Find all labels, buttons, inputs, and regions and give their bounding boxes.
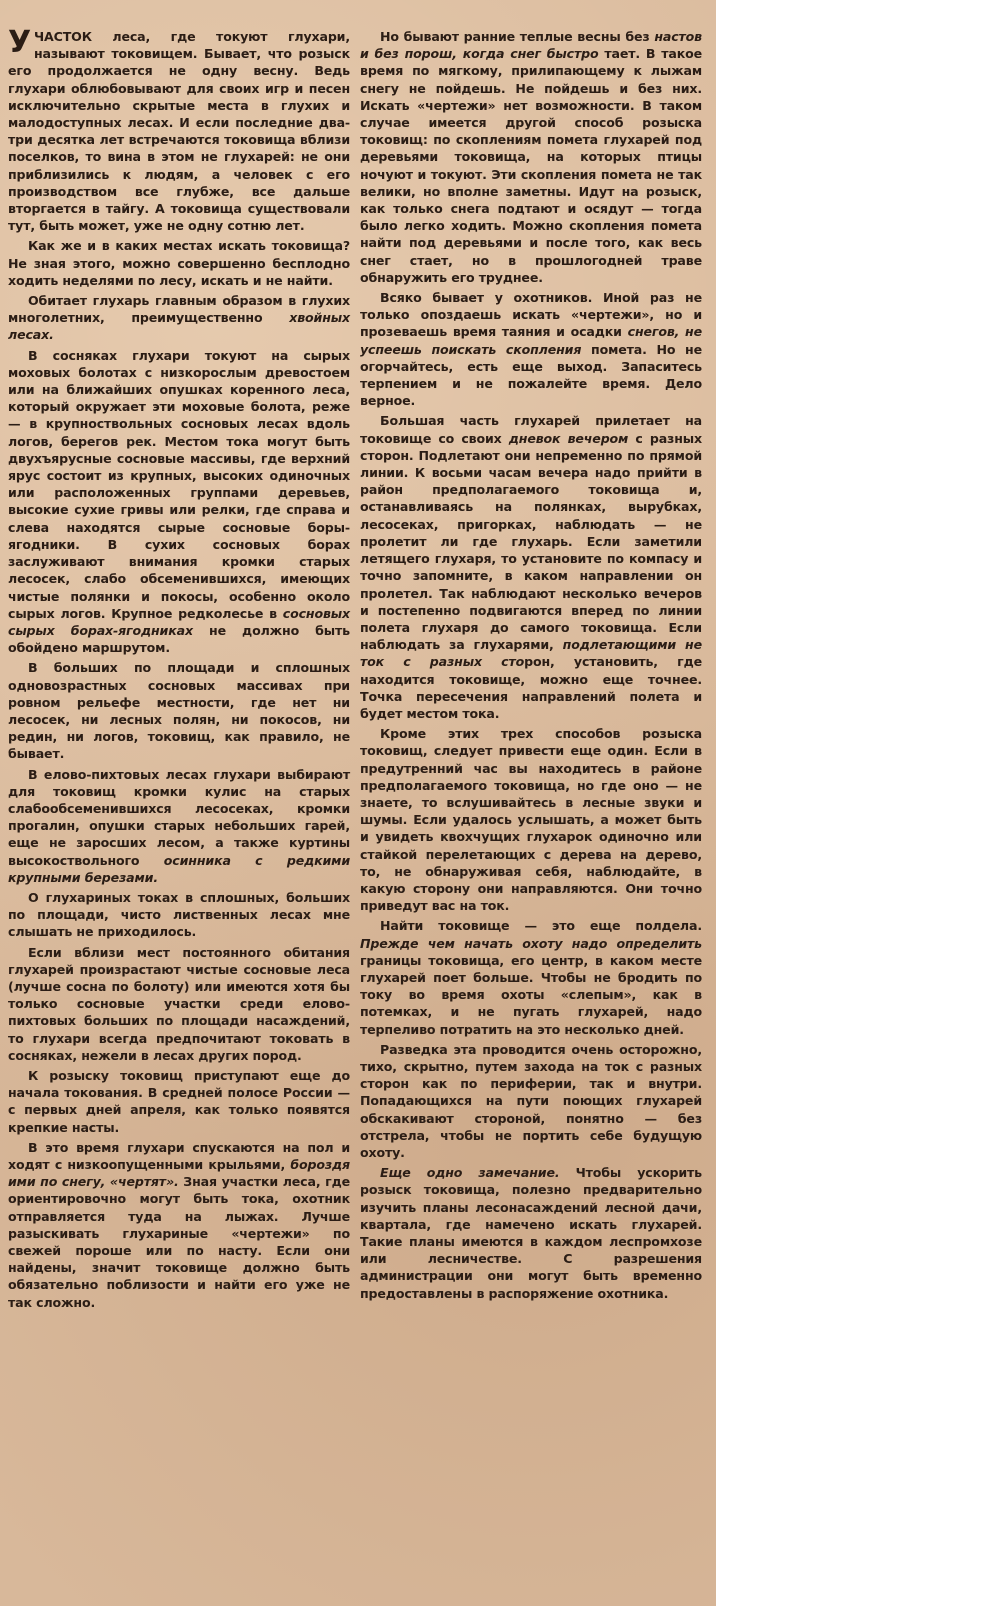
paragraph-text: тает. В такое время по мягкому, прилипающему к лыжам снегу не пойдешь. Не пойдешь и без них. Искать «чертежи» нет возможности. В таком случае имеется другой способ розыска токовищ: по скоплениям помета глухарей под деревьями токовища, на которых птицы ночуют и токуют. Эти скопления помета не так велики, но вполне заметны. Идут на розыск, как только снега подтают и осядут — тогда было легко ходить. Можно скопления помета найти под деревьями и после того, как весь снег стает, но в прошлогодней траве обнаружить его труднее. [360, 46, 702, 285]
article-columns [8, 25, 702, 1314]
article-paragraph [360, 917, 702, 1037]
emphasis-text: Прежде чем начать охоту надо определить [360, 935, 702, 951]
article-paragraph: Разведка эта проводится очень осторожно, тихо, скрытно, путем захода на ток с разных сторон как по периферии, так и внутри. Попадающихся на пути поющих глухарей обскакивают стороной, понятно — без отстрела, чтобы не портить себе будущую охоту. [360, 1041, 702, 1160]
drop-cap: У [8, 25, 31, 60]
paragraph-text: Большая часть глухарей прилетает на токовище со своих [360, 413, 702, 446]
article-paragraph [8, 25, 350, 234]
paragraph-text: Найти токовище — это еще полдела. [380, 918, 702, 934]
article-paragraph [8, 766, 350, 886]
paragraph-text: Обитает глухарь главным образом в глухих многолетних, преимущественно [8, 293, 350, 326]
emphasis-text: подлетающими не ток с разных сто [360, 637, 702, 670]
article-paragraph [360, 1164, 702, 1302]
article-paragraph [8, 1139, 350, 1311]
emphasis-text: бороздя ими по снегу, «чертят». [8, 1157, 350, 1190]
paragraph-text: Чтобы ускорить розыск токовища, полезно предварительно изучить планы лесонасаждений лесной дачи, квартала, где намечено искать глухарей. Такие планы имеются в каждом леспромхозе или лесничестве. С разрешения администрации они могут быть временно предоставлены в распоряжение охотника. [360, 1165, 702, 1301]
paragraph-text: В это время глухари спускаются на пол и ходят с низкоопущенными крыльями, [8, 1139, 350, 1172]
article-column-right [360, 28, 702, 1314]
article-paragraph [8, 347, 350, 657]
article-paragraph [360, 289, 702, 409]
article-paragraph [360, 412, 702, 722]
article-paragraph: В больших по площади и сплошных одновозрастных сосновых массивах при ровном рельефе местности, где нет ни лесосек, ни лесных полян, ни покосов, ни редин, ни логов, токовищ, как правило, не бывает. [8, 660, 350, 762]
paragraph-text: Зная участки леса, где ориентировочно могут быть тока, охотник отправляется туда на лыжах. Лучше разыскивать глухариные «чертежи» по свежей пороше или по насту. Если они найдены, значит токовище должно быть обязательно поблизости и найти его уже не так сложно. [8, 1174, 350, 1310]
paragraph-text: помета. Но не огорчайтесь, есть еще выход. Запаситесь терпением и не пожалейте время. Дело верное. [360, 341, 702, 409]
paragraph-text: рон, установить, где находится токовище, можно еще точнее. Точка пересечения направлений полета и будет местом тока. [360, 654, 702, 721]
article-paragraph: Кроме этих трех способов розыска токовищ, следует привести еще один. Если в предутренний час вы находитесь в районе предполагаемого токовища, но где оно — не знаете, то вслушивайтесь в лесные звуки и шумы. Если удалось услышать, а может быть и увидеть квохчущих глухарок одиночно или стайкой перелетающих с дерева на дерево, то, не обнаруживая себя, наблюдайте, в какую сторону они направляются. Они точно приведут вас на ток. [360, 726, 702, 914]
emphasis-text: хвойных лесах. [8, 310, 350, 343]
paragraph-text: Но бывают ранние теплые весны без [380, 29, 650, 44]
article-paragraph: К розыску токовищ приступают еще до начала токования. В средней полосе России — с первых дней апреля, как только появятся крепкие насты. [8, 1067, 350, 1135]
paragraph-text: В сосняках глухари токуют на сырых моховых болотах с низкорослым древостоем или на ближайших опушках коренного леса, который окружает эти моховые болота, реже — в крупноствольных сосновых лесах вдоль логов, берегов рек. Местом тока могут быть двухъярусные сосновые массивы, где верхний ярус состоит из крупных, высоких одиночных или расположенных группами деревьев, высокие сухие гривы или релки, где справа и слева находятся сырые сосновые боры-ягодники. В сухих сосновых борах заслуживают внимания кромки старых лесосек, слабо обсеменившихся, имеющих чистые полянки и покосы, особенно около сырых логов. Крупное редколесье в [8, 347, 350, 621]
article-column-left [8, 25, 350, 1314]
article-paragraph [360, 28, 702, 286]
article-paragraph: О глухариных токах в сплошных, больших по площади, чисто лиственных лесах мне слышать не приходилось. [8, 889, 350, 940]
paragraph-text: ЧАСТОК леса, где токуют глухари, называют токовищем. Бывает, что розыск его продолжается не одну весну. Ведь глухари облюбовывают для своих игр и песен исключительно скрытые места в глухих и малодоступных лесах. И если последние два-три десятка лет встречаются токовища вблизи поселков, то вина в этом не глухарей: не они приблизились к людям, а человек с его производством все глубже, все дальше вторгается в тайгу. А токовища существовали тут, быть может, уже не одну сотню лет. [8, 29, 350, 234]
emphasis-text: настов и без порош, когда снег быстро [360, 29, 702, 62]
paragraph-text: не должно быть обойдено маршрутом. [8, 622, 350, 656]
paragraph-text: границы токовища, его центр, в каком месте глухарей поет больше. Чтобы не бродить по току во время охоты «слепым», как в потемках, и не пугать глухарей, надо терпеливо потратить на это несколько дней. [360, 952, 702, 1037]
paragraph-text: с разных сторон. Подлетают они непременно по прямой линии. К восьми часам вечера надо прийти в район предполагаемого токовища и, останавливаясь на полянках, вырубках, лесосеках, пригорках, наблюдать — не пролетит ли где глухарь. Если заметили летящего глухаря, то установите по компасу и точно запомните, в каком направлении он пролетел. Так наблюдают несколько вечеров и постепенно подвигаются вперед по линии полета глухаря до самого токовища. Если наблюдать за глухарями, [360, 430, 702, 653]
article-paragraph: Как же и в каких местах искать токовища? Не зная этого, можно совершенно бесплодно ходить неделями по лесу, искать и не найти. [8, 238, 350, 288]
emphasis-text: снегов, не успеешь поискать скопления [360, 324, 702, 357]
emphasis-text: сосновых сырых борах-ягодниках [8, 605, 350, 638]
paragraph-text: Всяко бывает у охотников. Иной раз не только опоздаешь искать «чертежи», но и прозеваешь время таяния и осадки [360, 290, 702, 340]
emphasis-text: дневок вечером [508, 430, 629, 446]
paragraph-text: В елово-пихтовых лесах глухари выбирают для токовищ кромки кулис на старых слабообсеменившихся лесосеках, кромки прогалин, опушки старых небольших гарей, еще не заросших лесом, а также куртины высокоствольного [8, 766, 350, 868]
article-paragraph [8, 292, 350, 344]
article-paragraph: Если вблизи мест постоянного обитания глухарей произрастают чистые сосновые леса (лучше сосна по болоту) или имеются хотя бы только сосновые участки среди елово-пихтовых больших по площади насаждений, то глухари всегда предпочитают токовать в сосняках, нежели в лесах других пород. [8, 944, 350, 1063]
emphasis-text: Еще одно замечание. [380, 1165, 560, 1181]
emphasis-text: осинника с редкими крупными березами. [8, 852, 350, 885]
